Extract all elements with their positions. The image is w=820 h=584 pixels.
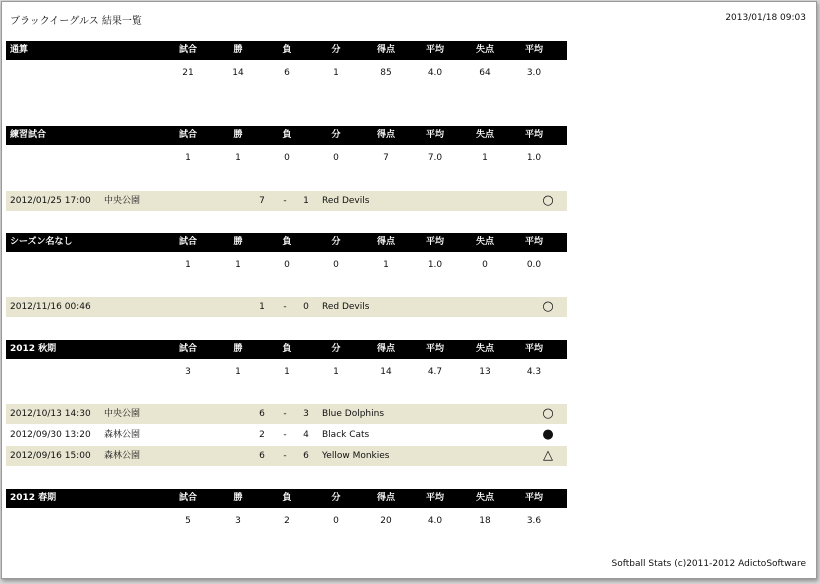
col-avg-allowed: 平均 [524, 45, 543, 55]
col-games: 試合 [178, 130, 197, 140]
game-score-for: 1 [259, 302, 265, 312]
col-wins: 勝 [233, 344, 243, 354]
stat-runs-allowed: 1 [482, 153, 488, 163]
report-page [1, 1, 817, 579]
stat-draws: 0 [333, 516, 339, 526]
stat-wins: 3 [235, 516, 241, 526]
section-name: 2012 春期 [10, 493, 57, 503]
stat-losses: 6 [284, 68, 290, 78]
col-runs-allowed: 失点 [475, 493, 494, 503]
game-score-for: 6 [259, 409, 265, 419]
game-date: 2012/01/25 17:00 [10, 196, 91, 206]
game-score-for: 7 [259, 196, 265, 206]
stat-avg-scored: 4.0 [427, 68, 443, 78]
col-draws: 分 [331, 344, 341, 354]
result-loss-icon: ● [542, 427, 554, 442]
game-date: 2012/10/13 14:30 [10, 409, 91, 419]
result-win-icon: ○ [542, 193, 554, 208]
stat-avg-scored: 4.0 [427, 516, 443, 526]
col-runs-allowed: 失点 [475, 130, 494, 140]
col-runs-scored: 得点 [376, 344, 395, 354]
stat-games: 5 [185, 516, 191, 526]
stat-games: 1 [185, 153, 191, 163]
game-score-for: 6 [259, 451, 265, 461]
section-stats-practice [6, 151, 567, 165]
report-title: ブラックイーグルス 結果一覧 [10, 16, 142, 27]
col-avg-allowed: 平均 [524, 344, 543, 354]
stat-draws: 1 [333, 367, 339, 377]
stat-losses: 2 [284, 516, 290, 526]
stat-avg-allowed: 1.0 [526, 153, 542, 163]
stat-runs-scored: 1 [383, 260, 389, 270]
stat-draws: 1 [333, 68, 339, 78]
game-score-dash: - [283, 430, 287, 440]
stat-runs-allowed: 64 [479, 68, 491, 78]
col-games: 試合 [178, 237, 197, 247]
stat-games: 1 [185, 260, 191, 270]
col-avg-scored: 平均 [425, 493, 444, 503]
report-date: 2013/01/18 09:03 [725, 13, 806, 23]
section-name: 2012 秋期 [10, 344, 57, 354]
game-place: 中央公園 [104, 409, 141, 419]
section-header-2012-autumn [6, 340, 567, 359]
game-row [6, 404, 567, 424]
col-wins: 勝 [233, 237, 243, 247]
section-name: 練習試合 [10, 130, 47, 140]
col-runs-scored: 得点 [376, 493, 395, 503]
col-wins: 勝 [233, 493, 243, 503]
game-score-dash: - [283, 302, 287, 312]
game-place: 中央公園 [104, 196, 141, 206]
game-opponent: Yellow Monkies [322, 451, 390, 461]
game-opponent: Black Cats [322, 430, 370, 440]
col-draws: 分 [331, 493, 341, 503]
section-header-practice [6, 126, 567, 145]
col-losses: 負 [282, 344, 292, 354]
stat-avg-scored: 1.0 [427, 260, 443, 270]
stat-runs-scored: 14 [380, 367, 392, 377]
col-losses: 負 [282, 130, 292, 140]
stat-losses: 0 [284, 153, 290, 163]
section-name: 通算 [10, 45, 29, 55]
game-score-against: 3 [303, 409, 309, 419]
stat-losses: 0 [284, 260, 290, 270]
result-win-icon: ○ [542, 299, 554, 314]
col-avg-allowed: 平均 [524, 130, 543, 140]
stat-avg-scored: 4.7 [427, 367, 443, 377]
stat-games: 21 [182, 68, 194, 78]
section-stats-unnamed-season [6, 258, 567, 272]
section-header-unnamed-season [6, 233, 567, 252]
game-place: 森林公園 [104, 451, 141, 461]
col-runs-scored: 得点 [376, 45, 395, 55]
game-row [6, 425, 567, 445]
result-win-icon: ○ [542, 406, 554, 421]
game-score-for: 2 [259, 430, 265, 440]
col-runs-allowed: 失点 [475, 237, 494, 247]
section-name: シーズン名なし [10, 237, 73, 247]
stat-avg-allowed: 3.6 [526, 516, 542, 526]
stat-wins: 1 [235, 260, 241, 270]
game-score-against: 4 [303, 430, 309, 440]
stat-games: 3 [185, 367, 191, 377]
col-avg-allowed: 平均 [524, 493, 543, 503]
stat-avg-allowed: 0.0 [526, 260, 542, 270]
stat-draws: 0 [333, 260, 339, 270]
col-avg-scored: 平均 [425, 237, 444, 247]
stat-runs-scored: 85 [380, 68, 392, 78]
game-opponent: Red Devils [322, 196, 370, 206]
game-score-dash: - [283, 451, 287, 461]
game-row [6, 297, 567, 317]
col-runs-allowed: 失点 [475, 344, 494, 354]
col-losses: 負 [282, 237, 292, 247]
col-runs-scored: 得点 [376, 130, 395, 140]
stat-runs-allowed: 13 [479, 367, 491, 377]
copyright-footer: Softball Stats (c)2011-2012 AdictoSoftware [611, 559, 806, 569]
col-wins: 勝 [233, 45, 243, 55]
stat-runs-scored: 20 [380, 516, 392, 526]
col-avg-allowed: 平均 [524, 237, 543, 247]
stat-losses: 1 [284, 367, 290, 377]
col-wins: 勝 [233, 130, 243, 140]
col-avg-scored: 平均 [425, 344, 444, 354]
game-date: 2012/09/16 15:00 [10, 451, 91, 461]
col-draws: 分 [331, 237, 341, 247]
game-place: 森林公園 [104, 430, 141, 440]
game-score-dash: - [283, 409, 287, 419]
section-stats-total [6, 66, 567, 80]
col-runs-allowed: 失点 [475, 45, 494, 55]
col-avg-scored: 平均 [425, 130, 444, 140]
stat-avg-allowed: 4.3 [526, 367, 542, 377]
stat-draws: 0 [333, 153, 339, 163]
game-row [6, 191, 567, 211]
col-runs-scored: 得点 [376, 237, 395, 247]
col-losses: 負 [282, 45, 292, 55]
stat-wins: 14 [232, 68, 244, 78]
game-score-against: 6 [303, 451, 309, 461]
col-games: 試合 [178, 45, 197, 55]
game-row [6, 446, 567, 466]
col-losses: 負 [282, 493, 292, 503]
col-games: 試合 [178, 344, 197, 354]
game-score-dash: - [283, 196, 287, 206]
game-date: 2012/09/30 13:20 [10, 430, 91, 440]
stat-wins: 1 [235, 153, 241, 163]
game-opponent: Red Devils [322, 302, 370, 312]
stat-avg-scored: 7.0 [427, 153, 443, 163]
section-stats-2012-spring [6, 514, 567, 528]
game-opponent: Blue Dolphins [322, 409, 385, 419]
stat-runs-scored: 7 [383, 153, 389, 163]
game-date: 2012/11/16 00:46 [10, 302, 91, 312]
section-header-total [6, 41, 567, 60]
col-draws: 分 [331, 130, 341, 140]
game-score-against: 1 [303, 196, 309, 206]
game-score-against: 0 [303, 302, 309, 312]
stat-wins: 1 [235, 367, 241, 377]
result-draw-icon: △ [543, 448, 553, 463]
stat-runs-allowed: 0 [482, 260, 488, 270]
section-stats-2012-autumn [6, 365, 567, 379]
col-games: 試合 [178, 493, 197, 503]
stat-runs-allowed: 18 [479, 516, 491, 526]
col-avg-scored: 平均 [425, 45, 444, 55]
stat-avg-allowed: 3.0 [526, 68, 542, 78]
section-header-2012-spring [6, 489, 567, 508]
col-draws: 分 [331, 45, 341, 55]
